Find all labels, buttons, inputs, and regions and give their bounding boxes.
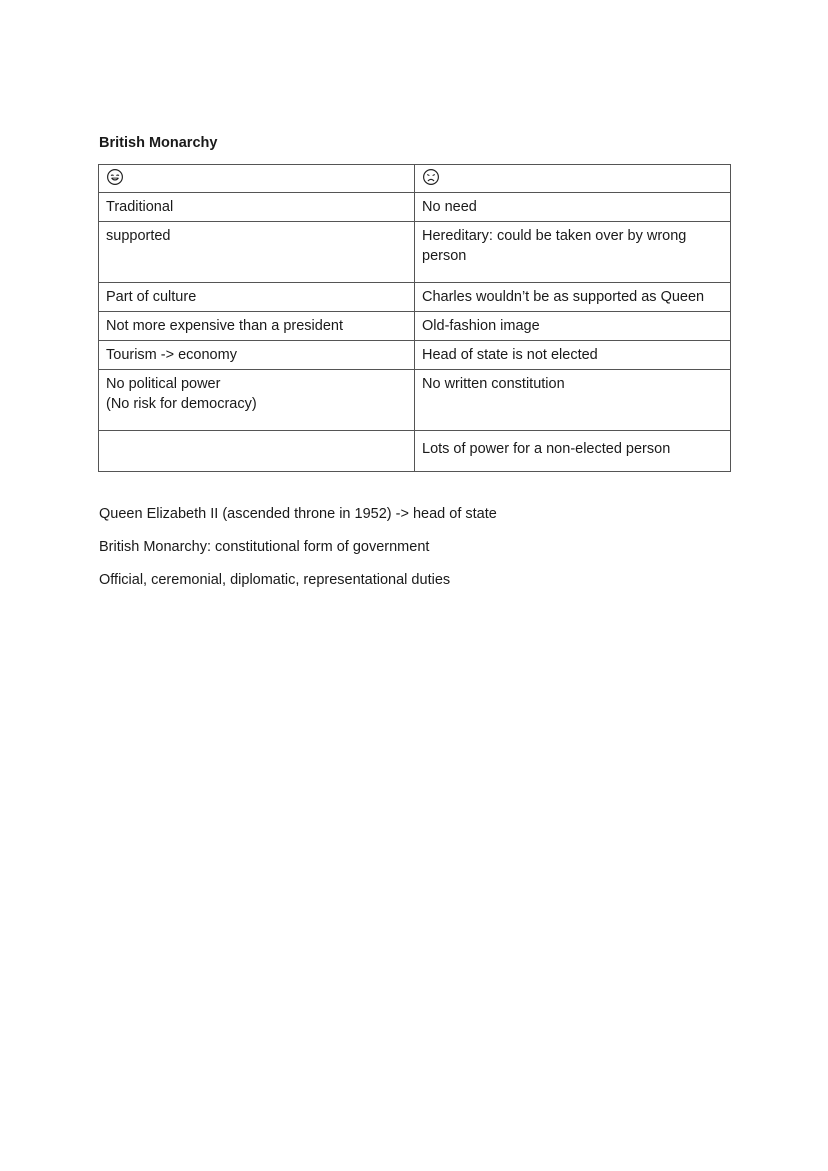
con-cell: No need — [415, 193, 731, 222]
con-cell: Hereditary: could be taken over by wrong person — [415, 222, 731, 283]
table-row — [99, 283, 731, 312]
table-row — [99, 312, 731, 341]
pro-cell: supported — [99, 222, 415, 283]
pro-cell: Not more expensive than a president — [99, 312, 415, 341]
pro-cell — [99, 370, 415, 431]
table-row — [99, 222, 731, 283]
frowning-face-icon — [422, 168, 440, 186]
note-paragraph: Official, ceremonial, diplomatic, representational duties — [99, 572, 451, 588]
table-row — [99, 370, 731, 431]
note-paragraph: British Monarchy: constitutional form of government — [99, 539, 430, 555]
table-header-row — [99, 165, 731, 193]
pro-cell: Traditional — [99, 193, 415, 222]
pro-cell-empty — [99, 431, 415, 472]
note-paragraph: Queen Elizabeth II (ascended throne in 1952) -> head of state — [99, 506, 497, 522]
table-row — [99, 341, 731, 370]
con-cell: Old-fashion image — [415, 312, 731, 341]
table-row — [99, 431, 731, 472]
document-title: British Monarchy — [99, 135, 218, 151]
con-cell: Charles wouldn’t be as supported as Queen — [415, 283, 731, 312]
pro-cell-line: (No risk for democracy) — [106, 396, 257, 412]
pro-cell: Part of culture — [99, 283, 415, 312]
smiling-face-icon — [106, 168, 124, 186]
table-row — [99, 193, 731, 222]
con-cell: Head of state is not elected — [415, 341, 731, 370]
con-cell: Lots of power for a non-elected person — [415, 431, 731, 472]
pros-header-cell — [99, 165, 415, 193]
con-cell: No written constitution — [415, 370, 731, 431]
cons-header-cell — [415, 165, 731, 193]
pros-cons-table — [98, 164, 731, 472]
pro-cell-line: No political power — [106, 376, 221, 392]
pro-cell: Tourism -> economy — [99, 341, 415, 370]
